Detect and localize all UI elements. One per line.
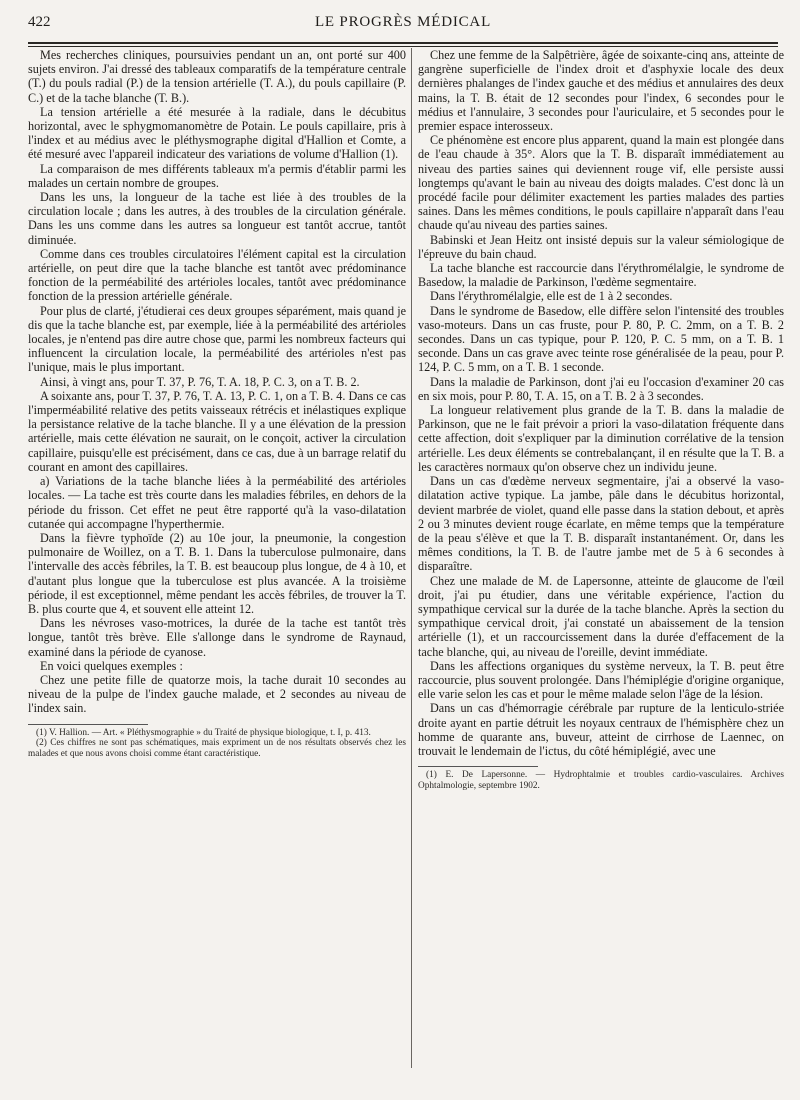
body-paragraph: a) Variations de la tache blanche liées à la perméabilité des artérioles locales. — La tache est très courte dans les maladies fébriles, en dehors de la période du frisson. Cet effet ne peut être rapporté qu'à la vaso-dilatation cutanée qui accompagne l'hyperthermie. (28, 474, 406, 531)
body-paragraph: Dans les uns, la longueur de la tache est liée à des troubles de la circulation locale ; dans les autres, à des troubles de la circulation générale. Dans les uns comme dans les autres sa longueur est tantôt accrue, tantôt diminuée. (28, 190, 406, 247)
body-paragraph: La tension artérielle a été mesurée à la radiale, dans le décubitus horizontal, avec le sphygmomanomètre de Potain. Le pouls capillaire, pris à l'index et au médius avec le pléthysmographe digital d'Hallion et Comte, a été mesuré avec l'appareil indicateur des variations de volume d'Hallion (1). (28, 104, 406, 162)
body-paragraph: Dans un cas d'hémorragie cérébrale par rupture de la lenticulo-striée droite ayant en partie détruit les noyaux centraux de l'hémisphère chez un homme de quarante ans, buveur, atteint de cirrhose de Laennec, on trouvait le lendemain de l'ictus, du côté hémiplégié, avec une (418, 701, 784, 758)
body-paragraph: Dans un cas d'œdème nerveux segmentaire, j'ai a observé la vaso-dilatation active typique. La jambe, pâle dans le décubitus horizontal, devient marbrée de violet, quand elle passe dans la station debout, et après 2 ou 3 minutes devient rouge écarlate, en même temps que la température de la peau s'élève et que la T. B. disparaît instantanément. Or, dans les mêmes conditions, la T. B. de l'autre jambe met de 5 à 6 secondes à disparaître. (418, 474, 784, 574)
body-paragraph: Chez une femme de la Salpêtrière, âgée de soixante-cinq ans, atteinte de gangrène superficielle de l'index droit et d'asphyxie locale des deux dernières phalanges de l'index gauche et des médius et annulaires des deux mains, la T. B. était de 12 secondes pour l'index, 6 secondes pour le médius et l'annulaire, 3 secondes pour l'auriculaire, et 5 secondes pour le premier espace interosseux. (418, 48, 784, 134)
body-paragraph: Dans le syndrome de Basedow, elle diffère selon l'intensité des troubles vaso-moteurs. Dans un cas fruste, pour P. 80, P. C. 2mm, on a T. B. 2 secondes. Dans un cas typique, pour P. 120, P. C. 5 mm, on a T. B. 1 seconde. Dans un cas grave avec teinte rose généralisée de la peau, pour P. 124, P. C. 5 mm, on a T. B. 1 seconde. (418, 303, 784, 375)
body-paragraph: La tache blanche est raccourcie dans l'érythromélalgie, le syndrome de Basedow, la maladie de Parkinson, l'œdème segmentaire. (418, 261, 784, 290)
body-paragraph: La comparaison de mes différents tableaux m'a permis d'établir parmi les malades un certain nombre de groupes. (28, 161, 406, 190)
header-rule-thin (28, 46, 778, 47)
body-paragraph: Babinski et Jean Heitz ont insisté depuis sur la valeur sémiologique de l'épreuve du bain chaud. (418, 232, 784, 261)
body-paragraph: Comme dans ces troubles circulatoires l'élément capital est la circulation artérielle, on peut dire que la tache blanche est tantôt avec prédominance fonction de la perméabilité des artérioles locales, tantôt avec prédominance fonction de la pression artérielle générale. (28, 246, 406, 304)
body-paragraph: Dans l'érythromélalgie, elle est de 1 à 2 secondes. (430, 289, 673, 304)
body-paragraph: Chez une malade de M. de Lapersonne, atteinte de glaucome de l'œil droit, j'ai pu étudier, dans une véritable expérience, l'action du sympathique cervical sur la durée de la tache blanche. Après la section du sympathique cervical droit, j'ai constaté un abaissement de la tension artérielle (1), et un raccourcissement dans la durée d'effacement de la tache blanche, qui, au niveau de l'oreille, devint immédiate. (418, 573, 784, 659)
body-paragraph: Mes recherches cliniques, poursuivies pendant un an, ont porté sur 400 sujets environ. J'ai dressé des tableaux comparatifs de la température centrale (T.) du pouls radial (P.) de la tension artérielle (T. A.), du pouls capillaire (P. C.) et de la tache blanche (T. B.). (28, 48, 406, 105)
body-paragraph: Dans la maladie de Parkinson, dont j'ai eu l'occasion d'examiner 20 cas en six mois, pour P. 80, T. A. 15, on a T. B. 2 à 3 secondes. (418, 374, 784, 403)
footnote-rule (28, 724, 148, 725)
running-title: LE PROGRÈS MÉDICAL (314, 14, 492, 30)
header-rule-thick (28, 42, 778, 44)
page-header (28, 14, 778, 40)
footnote: (1) V. Hallion. — Art. « Pléthysmographie » du Traité de physique biologique, t. I, p. 413. (36, 727, 371, 738)
footnote: (2) Ces chiffres ne sont pas schématiques, mais expriment un de nos résultats observés chez les malades et que nous avons choisi comme étant caractéristique. (28, 738, 406, 759)
body-paragraph: Chez une petite fille de quatorze mois, la tache durait 10 secondes au niveau de la pulpe de l'index gauche malade, et 2 secondes au niveau de l'index sain. (28, 672, 406, 716)
body-paragraph: A soixante ans, pour T. 37, P. 76, T. A. 13, P. C. 1, on a T. B. 4. Dans ce cas l'imperméabilité relative des petits vaisseaux rétrécis et inélastiques explique la persistance relative de la tache blanche. Il y a une élévation de la pression artérielle, mais cette élévation ne saurait, on le conçoit, activer la circulation capillaire, puisqu'elle est précisément, dans ce cas, due à un barrage relatif du courant en amont des capillaires. (28, 388, 406, 474)
footnote-rule (418, 766, 538, 767)
page-number: 422 (28, 14, 51, 30)
body-paragraph: La longueur relativement plus grande de la T. B. dans la maladie de Parkinson, que ne le fait prévoir a priori la vaso-dilatation fréquente dans cette affection, doit s'expliquer par la diminution corrélative de la tension artérielle. Les deux éléments se contrebalançant, il en résulte que la T. B. a les caractères normaux qu'on observe chez un individu jeune. (418, 403, 784, 474)
body-paragraph: Ce phénomène est encore plus apparent, quand la main est plongée dans de l'eau chaude à 35°. Alors que la T. B. disparaît immédiatement au niveau des parties saines qui deviennent rouge vif, elle persiste aussi longtemps qu'avant le bain au niveau des doigts malades. C'est donc là un procédé facile pour délimiter exactement les parties malades des parties saines. Dans les mêmes conditions, le pouls capillaire n'apparaît dans l'eau chaude qu'au niveau des parties saines. (418, 133, 784, 233)
right-column (418, 48, 784, 791)
body-paragraph: Ainsi, à vingt ans, pour T. 37, P. 76, T. A. 18, P. C. 3, on a T. B. 2. (40, 374, 360, 389)
left-column (28, 48, 406, 759)
column-divider (411, 48, 412, 1068)
body-paragraph: Dans les affections organiques du système nerveux, la T. B. peut être raccourcie, plus souvent prolongée. Dans l'hémiplégie d'origine organique, elle varie selon les cas et pour le même malade selon l'âge de la lésion. (418, 658, 784, 702)
body-paragraph: Dans la fièvre typhoïde (2) au 10e jour, la pneumonie, la congestion pulmonaire de Woillez, on a T. B. 1. Dans la tuberculose pulmonaire, dans l'intervalle des accès fébriles, la T. B. est beaucoup plus longue, de 4 à 10, et d'autant plus longue que la tuberculose est plus avancée. A la troisième période, il est exceptionnel, même pendant les accès fébriles, de trouver la T. B. plus courte que 4, et souvent elle atteint 12. (28, 530, 406, 616)
body-paragraph: Dans les névroses vaso-motrices, la durée de la tache est tantôt très longue, tantôt très brève. Elle s'allonge dans le syndrome de Raynaud, examiné dans la période de cyanose. (28, 616, 406, 659)
body-paragraph: En voici quelques exemples : (40, 658, 183, 673)
footnote: (1) E. De Lapersonne. — Hydrophtalmie et troubles cardio-vasculaires. Archives Ophtalmologie, septembre 1902. (418, 770, 784, 791)
body-paragraph: Pour plus de clarté, j'étudierai ces deux groupes séparément, mais quand je dis que la tache blanche est, par exemple, liée à la perméabilité des artérioles locales, je n'entend pas dire autre chose que, parmi les nombreux facteurs qui influencent la circulation locale, la perméabilité des artérioles n'est pas l'unique, mais le plus important. (28, 303, 406, 375)
